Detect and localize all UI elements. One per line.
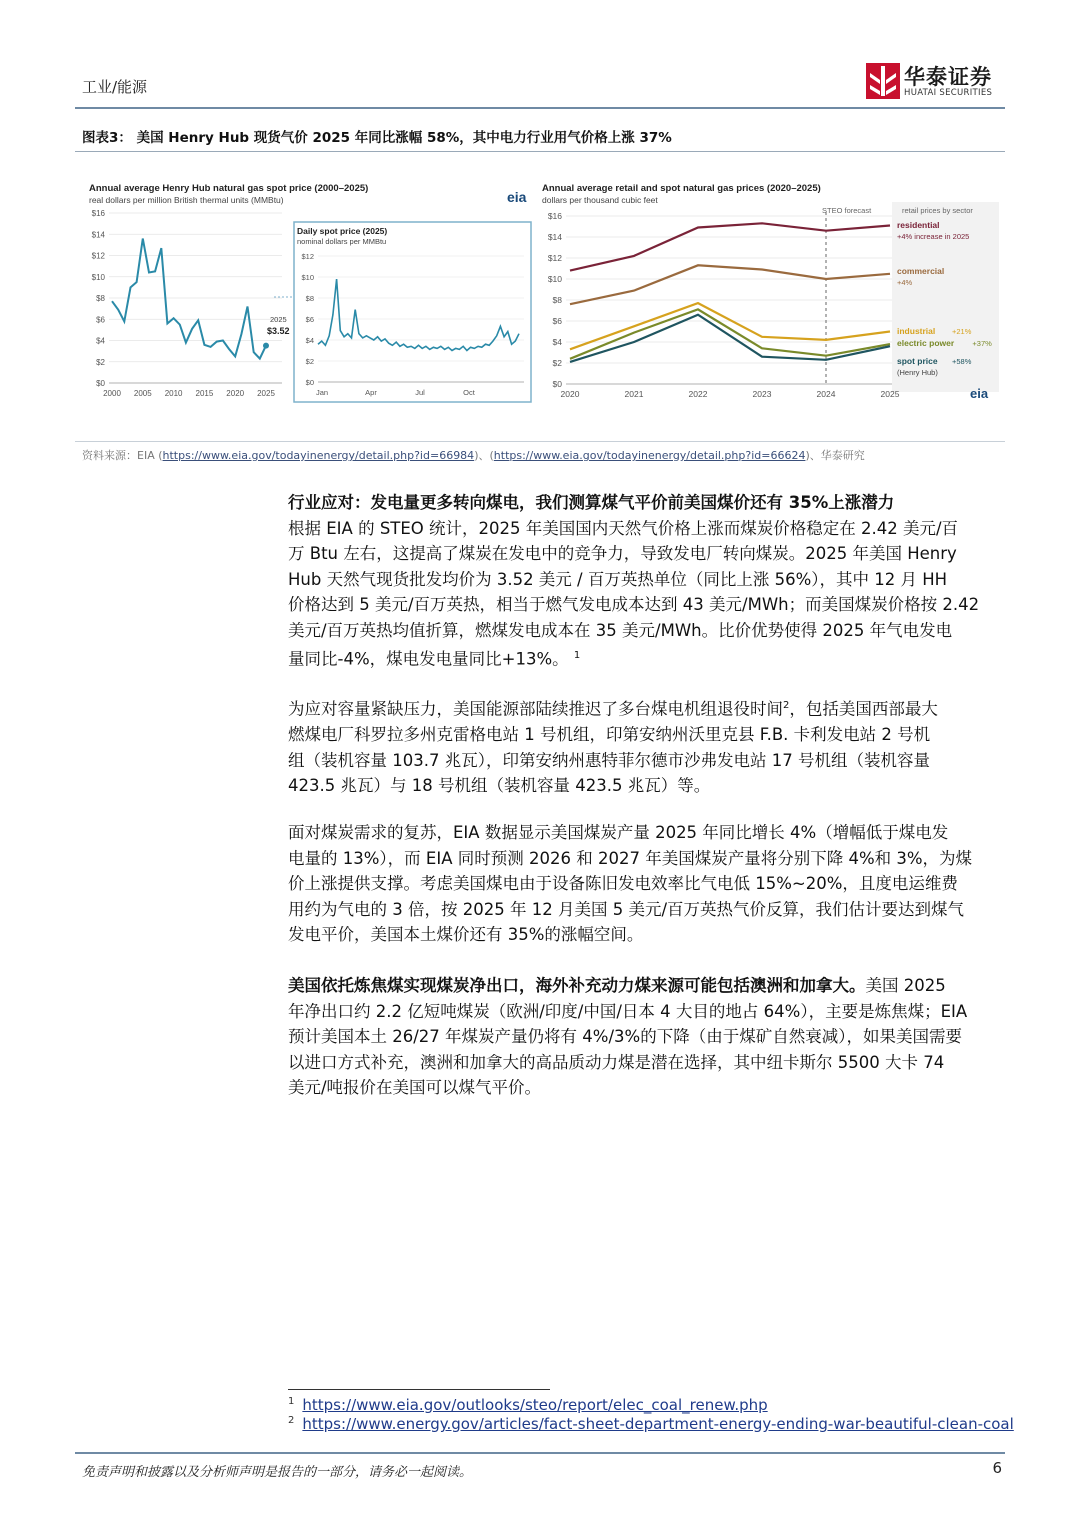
x-tick-label: Jan [315, 388, 329, 397]
x-tick-label: 2005 [133, 389, 152, 398]
paragraph-2-first-line: 为应对容量紧缺压力，美国能源部陆续推迟了多台煤电机组退役时间$^2$，包括美国西部最大 [288, 699, 938, 719]
paragraph-1-line: 美元/百万英热均值折算，燃煤发电成本在 35 美元/MWh。比价优势使得 2025 年气电发电 [288, 620, 953, 640]
paragraph-2-line: 组（装机容量 103.7 兆瓦），印第安纳州惠特菲尔德市沙弗发电站 17 号机组（装机容量 [288, 750, 930, 770]
y-tick-label: $10 [91, 272, 105, 282]
figure-charts [82, 160, 1002, 415]
chart-daily-spot-2025 [274, 222, 531, 402]
y-tick-label: $2 [552, 358, 562, 368]
source-suffix: )、华泰研究 [805, 449, 865, 462]
x-tick-label: 2025 [257, 389, 275, 398]
y-tick-label: $6 [305, 315, 314, 324]
y-tick-label: $0 [96, 379, 105, 388]
x-tick-label: 2022 [688, 389, 708, 399]
y-tick-label: $16 [91, 209, 105, 218]
paragraph-3-line: 面对煤炭需求的复苏，EIA 数据显示美国煤炭产量 2025 年同比增长 4%（增幅低于煤电发 [288, 823, 949, 842]
x-tick-label: 2025 [880, 389, 900, 399]
footnote-ref-1[interactable]: 1 [573, 650, 581, 661]
figure-source [82, 447, 865, 463]
footer-disclaimer: 免责声明和披露以及分析师声明是报告的一部分，请务必一起阅读。 [82, 1465, 473, 1480]
y-tick-label: $0 [552, 379, 562, 389]
footnote-2-link[interactable]: https://www.energy.gov/articles/fact-sheet-department-energy-ending-war-beautiful-clean-coal [302, 1415, 1014, 1433]
paragraph-1-line: 万 Btu 左右，这提高了煤炭在发电中的竞争力，导致发电厂转向煤炭。2025 年美国 Henry [288, 544, 957, 563]
x-tick-label: 2010 [164, 389, 183, 398]
paragraph-4-line: 以进口方式补充，澳洲和加拿大的高品质动力煤是潜在选择，其中纽卡斯尔 5500 大卡 74 [288, 1052, 945, 1072]
paragraph-1-line: Hub 天然气现货批发均价为 3.52 美元 / 百万英热单位（同比上涨 56%），其中 12 月 HH [288, 569, 948, 589]
y-tick-label: $8 [96, 294, 105, 303]
chart3-legend-note: +58% [952, 357, 972, 366]
x-tick-label: 2000 [103, 389, 121, 398]
y-tick-label: $2 [96, 357, 105, 367]
source-prefix: 资料来源：EIA ( [82, 449, 163, 462]
chart3-series-commercial [570, 265, 890, 304]
figure-divider [75, 151, 1005, 152]
paragraph-3-line: 价上涨提供支撑。考虑美国煤电由于设备陈旧发电效率比气电低 15%~20%，且度电运维费 [288, 874, 958, 893]
chart3-legend-note: +4% increase in 2025 [897, 232, 970, 241]
page-number: 6 [992, 1459, 1002, 1477]
chart2-subtitle: nominal dollars per MMBtu [297, 237, 387, 246]
paragraph-4-line: 年净出口约 2.2 亿短吨煤炭（欧洲/印度/中国/日本 4 大目的地占 64%），主要是炼焦煤；EIA [288, 1001, 968, 1021]
x-tick-label: 2023 [752, 389, 772, 399]
chart1-annotation-year: 2025 [270, 315, 287, 324]
footnote-divider [288, 1389, 550, 1390]
chart3-series-residential [570, 223, 890, 270]
x-tick-label: Jul [415, 388, 425, 397]
paragraph-4-first-line: 美国依托炼焦煤实现煤炭净出口，海外补充动力煤来源可能包括澳洲和加拿大。美国 2025 [288, 976, 946, 995]
logo-english-name: HUATAI SECURITIES [904, 88, 993, 98]
paragraph-2-line: 423.5 兆瓦）与 18 号机组（装机容量 423.5 兆瓦）等。 [288, 776, 711, 795]
y-tick-label: $4 [305, 336, 314, 345]
paragraph-3-line: 用约为气电的 3 倍，按 2025 年 12 月美国 5 美元/百万英热气价反算，我们估计要达到煤气 [288, 899, 965, 919]
chart1-2025-point [263, 343, 269, 349]
y-tick-label: $2 [305, 357, 314, 366]
paragraph-4 [288, 973, 1002, 1101]
chart3-legend-electric-power: electric power [897, 338, 955, 348]
chart1-title: Annual average Henry Hub natural gas spot price (2000–2025) [89, 183, 369, 194]
footnote-2-number: 2 [288, 1415, 295, 1426]
source-link-2[interactable]: https://www.eia.gov/todayinenergy/detail.php?id=66624 [493, 449, 806, 462]
paragraph-4-line: 美元/吨报价在美国可以煤气平价。 [288, 1078, 542, 1097]
chart3-legend-industrial: industrial [897, 326, 936, 336]
x-tick-label: 2021 [624, 389, 644, 399]
source-separator: )、( [474, 449, 494, 462]
y-tick-label: $8 [305, 294, 314, 303]
chart1-annotation-value: $3.52 [267, 326, 290, 336]
chart3-legend-residential: residential [897, 220, 940, 230]
figure-title: 图表3： 美国 Henry Hub 现货气价 2025 年同比涨幅 58%，其中电力行业用气价格上涨 37% [82, 130, 672, 146]
source-divider [75, 441, 1005, 442]
chart-retail-spot-prices [542, 183, 999, 399]
footnote-2 [288, 1415, 1014, 1433]
paragraph-2 [288, 693, 1002, 799]
y-tick-label: $6 [96, 315, 105, 325]
y-tick-label: $14 [547, 232, 562, 242]
company-logo [866, 61, 1006, 101]
chart3-legend-note: +37% [972, 339, 992, 348]
chart3-legend-header: retail prices by sector [902, 206, 973, 215]
footnote-1-number: 1 [288, 1396, 295, 1407]
paragraph-1-heading: 行业应对：发电量更多转向煤电，我们测算煤气平价前美国煤价还有 35%上涨潜力 [288, 493, 895, 512]
chart3-forecast-label: STEO forecast [822, 206, 872, 215]
x-tick-label: Oct [463, 388, 475, 397]
chart3-legend-note: +4% [897, 278, 913, 287]
huatai-logo-icon [866, 63, 900, 99]
eia-logo-icon: eia [507, 189, 527, 205]
chart2-frame [294, 222, 531, 402]
y-tick-label: $0 [305, 378, 314, 387]
chart3-legend-commercial: commercial [897, 266, 945, 276]
paragraph-1-line: 根据 EIA 的 STEO 统计，2025 年美国国内天然气价格上涨而煤炭价格稳定在 2.42 美元/百 [288, 518, 959, 538]
x-tick-label: 2015 [195, 389, 214, 398]
chart3-legend-note: +21% [952, 327, 972, 336]
x-tick-label: 2024 [816, 389, 836, 399]
paragraph-3-line: 电量的 13%），而 EIA 同时预测 2026 和 2027 年美国煤炭产量将分别下降 4%和 3%，为煤 [288, 848, 973, 868]
y-tick-label: $4 [96, 336, 105, 346]
chart3-legend-spot-price: spot price [897, 356, 938, 366]
paragraph-3-line: 发电平价，美国本土煤价还有 35%的涨幅空间。 [288, 925, 644, 944]
chart3-subtitle: dollars per thousand cubic feet [542, 195, 658, 205]
header-divider [75, 107, 1005, 109]
footnote-1-link[interactable]: https://www.eia.gov/outlooks/steo/report/elec_coal_renew.php [302, 1396, 768, 1414]
chart1-subtitle: real dollars per million British thermal units (MMBtu) [89, 195, 284, 205]
y-tick-label: $8 [552, 295, 562, 305]
y-tick-label: $4 [552, 337, 562, 347]
paragraph-1-last-line: 量同比-4%，煤电发电量同比+13%。 $^1$ [288, 649, 581, 669]
paragraph-4-line: 预计美国本土 26/27 年煤炭产量仍将有 4%/3%的下降（由于煤矿自然衰减），如果美国需要 [288, 1027, 962, 1046]
footnote-1 [288, 1396, 768, 1414]
footnote-ref-2[interactable]: 2 [783, 700, 790, 711]
y-tick-label: $10 [547, 274, 562, 284]
logo-chinese-name: 华泰证券 [904, 65, 992, 89]
y-tick-label: $12 [547, 253, 562, 263]
y-tick-label: $12 [91, 251, 105, 261]
header-category: 工业/能源 [82, 78, 148, 96]
x-tick-label: Apr [365, 388, 377, 397]
paragraph-1-line: 价格达到 5 美元/百万英热，相当于燃气发电成本达到 43 美元/MWh；而美国煤炭价格按 2.42 [288, 595, 980, 614]
x-tick-label: 2020 [226, 389, 245, 398]
y-tick-label: $10 [301, 273, 314, 282]
x-tick-label: 2020 [560, 389, 580, 399]
paragraph-1 [288, 490, 1002, 672]
y-tick-label: $6 [552, 316, 562, 326]
y-tick-label: $16 [547, 211, 562, 221]
paragraph-3 [288, 820, 1002, 948]
paragraph-2-line: 燃煤电厂科罗拉多州克雷格电站 1 号机组，印第安纳州沃里克县 F.B. 卡利发电站 2 号机 [288, 725, 931, 744]
y-tick-label: $12 [301, 252, 314, 261]
footer-divider [75, 1452, 1005, 1454]
eia-logo-icon: eia [970, 386, 989, 401]
chart3-legend-sub: (Henry Hub) [897, 368, 938, 377]
chart3-title: Annual average retail and spot natural gas prices (2020–2025) [542, 183, 821, 194]
source-link-1[interactable]: https://www.eia.gov/todayinenergy/detail.php?id=66984 [162, 449, 475, 462]
chart2-title: Daily spot price (2025) [297, 226, 388, 236]
y-tick-label: $14 [91, 230, 105, 240]
chart3-series-electric-power [570, 309, 890, 358]
